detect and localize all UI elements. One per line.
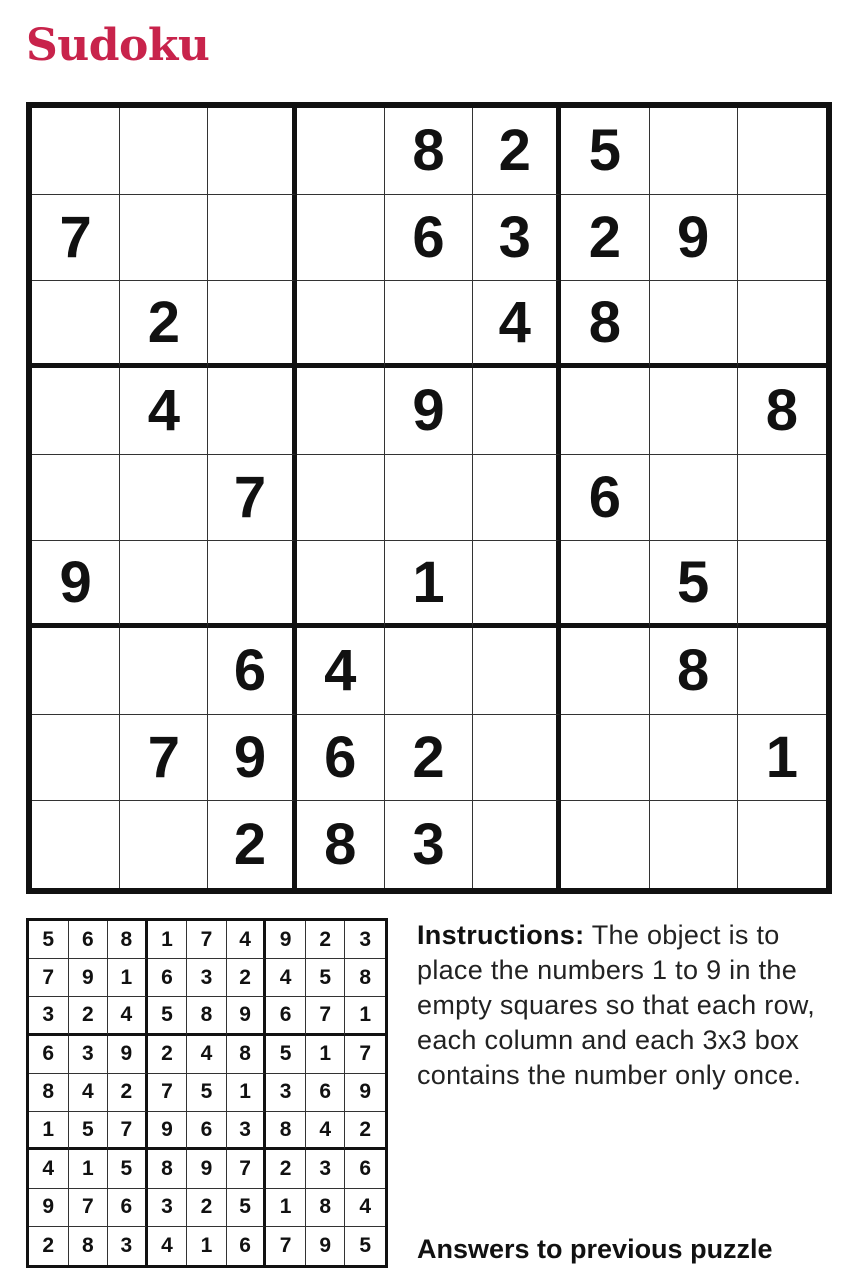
puzzle-cell[interactable] bbox=[120, 541, 208, 628]
solution-cell: 9 bbox=[29, 1189, 69, 1227]
puzzle-cell[interactable] bbox=[385, 628, 473, 715]
solution-cell: 8 bbox=[345, 959, 385, 997]
solution-cell: 2 bbox=[227, 959, 267, 997]
solution-cell: 9 bbox=[148, 1112, 188, 1150]
solution-cell: 3 bbox=[266, 1074, 306, 1112]
solution-cell: 9 bbox=[345, 1074, 385, 1112]
solution-cell: 8 bbox=[187, 997, 227, 1035]
puzzle-cell[interactable] bbox=[738, 628, 826, 715]
puzzle-cell[interactable] bbox=[561, 368, 649, 455]
solution-cell: 3 bbox=[108, 1227, 148, 1265]
puzzle-cell: 9 bbox=[208, 715, 296, 802]
solution-cell: 8 bbox=[29, 1074, 69, 1112]
puzzle-cell[interactable] bbox=[32, 715, 120, 802]
instructions-label: Instructions: bbox=[417, 920, 585, 950]
puzzle-cell[interactable] bbox=[473, 455, 561, 542]
solution-cell: 7 bbox=[108, 1112, 148, 1150]
solution-cell: 5 bbox=[227, 1189, 267, 1227]
solution-cell: 2 bbox=[187, 1189, 227, 1227]
puzzle-cell[interactable] bbox=[120, 108, 208, 195]
solution-cell: 3 bbox=[187, 959, 227, 997]
puzzle-cell[interactable] bbox=[297, 541, 385, 628]
puzzle-cell: 1 bbox=[385, 541, 473, 628]
puzzle-cell: 7 bbox=[32, 195, 120, 282]
solution-cell: 8 bbox=[148, 1150, 188, 1188]
puzzle-cell[interactable] bbox=[385, 455, 473, 542]
solution-cell: 6 bbox=[345, 1150, 385, 1188]
puzzle-cell[interactable] bbox=[120, 801, 208, 888]
solution-cell: 1 bbox=[306, 1036, 346, 1074]
solution-cell: 4 bbox=[345, 1189, 385, 1227]
puzzle-cell: 2 bbox=[473, 108, 561, 195]
solution-cell: 7 bbox=[148, 1074, 188, 1112]
puzzle-cell[interactable] bbox=[120, 195, 208, 282]
solution-cell: 3 bbox=[148, 1189, 188, 1227]
puzzle-cell[interactable] bbox=[738, 108, 826, 195]
solution-cell: 6 bbox=[227, 1227, 267, 1265]
solution-cell: 8 bbox=[108, 921, 148, 959]
solution-cell: 2 bbox=[266, 1150, 306, 1188]
solution-cell: 6 bbox=[29, 1036, 69, 1074]
solution-cell: 7 bbox=[345, 1036, 385, 1074]
puzzle-cell: 3 bbox=[385, 801, 473, 888]
puzzle-cell: 4 bbox=[120, 368, 208, 455]
puzzle-cell[interactable] bbox=[650, 108, 738, 195]
solution-cell: 1 bbox=[148, 921, 188, 959]
puzzle-cell: 1 bbox=[738, 715, 826, 802]
solution-cell: 1 bbox=[69, 1150, 109, 1188]
solution-cell: 5 bbox=[148, 997, 188, 1035]
puzzle-cell[interactable] bbox=[297, 455, 385, 542]
puzzle-cell[interactable] bbox=[208, 195, 296, 282]
solution-cell: 7 bbox=[266, 1227, 306, 1265]
puzzle-cell: 7 bbox=[120, 715, 208, 802]
puzzle-cell[interactable] bbox=[650, 801, 738, 888]
solution-cell: 3 bbox=[29, 997, 69, 1035]
puzzle-cell: 6 bbox=[208, 628, 296, 715]
instructions-text: The object is to place the numbers 1 to 9 in the empty squares so that each row, each column and each 3x3 box contains the number only once. bbox=[417, 920, 816, 1090]
puzzle-cell: 8 bbox=[650, 628, 738, 715]
puzzle-cell: 7 bbox=[208, 455, 296, 542]
solution-cell: 7 bbox=[69, 1189, 109, 1227]
solution-cell: 3 bbox=[69, 1036, 109, 1074]
puzzle-cell: 2 bbox=[561, 195, 649, 282]
solution-cell: 1 bbox=[108, 959, 148, 997]
solution-cell: 4 bbox=[69, 1074, 109, 1112]
puzzle-cell: 2 bbox=[385, 715, 473, 802]
puzzle-cell[interactable] bbox=[473, 801, 561, 888]
solution-cell: 3 bbox=[227, 1112, 267, 1150]
solution-cell: 8 bbox=[306, 1189, 346, 1227]
puzzle-cell: 3 bbox=[473, 195, 561, 282]
solution-cell: 5 bbox=[306, 959, 346, 997]
puzzle-cell: 5 bbox=[561, 108, 649, 195]
solution-cell: 1 bbox=[345, 997, 385, 1035]
puzzle-cell[interactable] bbox=[473, 628, 561, 715]
solution-cell: 6 bbox=[187, 1112, 227, 1150]
solution-cell: 9 bbox=[187, 1150, 227, 1188]
solution-cell: 4 bbox=[187, 1036, 227, 1074]
solution-cell: 5 bbox=[359, 1233, 372, 1257]
solution-cell: 7 bbox=[306, 997, 346, 1035]
solution-cell: 5 bbox=[266, 1036, 306, 1074]
solution-cell: 6 bbox=[148, 959, 188, 997]
answers-caption: Answers to previous puzzle bbox=[417, 1234, 773, 1264]
puzzle-cell[interactable] bbox=[297, 195, 385, 282]
puzzle-cell[interactable] bbox=[561, 628, 649, 715]
solution-cell: 7 bbox=[29, 959, 69, 997]
puzzle-cell: 2 bbox=[208, 801, 296, 888]
solution-cell: 6 bbox=[69, 921, 109, 959]
solution-cell: 6 bbox=[266, 997, 306, 1035]
solution-cell: 9 bbox=[266, 921, 306, 959]
solution-cell: 4 bbox=[266, 959, 306, 997]
puzzle-cell: 6 bbox=[561, 455, 649, 542]
puzzle-cell[interactable] bbox=[650, 455, 738, 542]
solution-cell: 5 bbox=[29, 921, 69, 959]
solution-cell: 4 bbox=[306, 1112, 346, 1150]
puzzle-cell: 8 bbox=[561, 281, 649, 368]
puzzle-cell: 2 bbox=[120, 281, 208, 368]
puzzle-cell[interactable] bbox=[473, 541, 561, 628]
solution-cell: 1 bbox=[227, 1074, 267, 1112]
puzzle-cell[interactable] bbox=[738, 541, 826, 628]
puzzle-cell[interactable] bbox=[650, 368, 738, 455]
puzzle-cell[interactable] bbox=[120, 455, 208, 542]
puzzle-cell[interactable] bbox=[650, 281, 738, 368]
puzzle-cell[interactable] bbox=[738, 281, 826, 368]
puzzle-cell: 4 bbox=[297, 628, 385, 715]
puzzle-cell[interactable] bbox=[297, 368, 385, 455]
solution-cell: 7 bbox=[187, 921, 227, 959]
solution-cell: 9 bbox=[306, 1227, 346, 1265]
solution-cell: 2 bbox=[29, 1227, 69, 1265]
puzzle-cell[interactable] bbox=[32, 801, 120, 888]
solution-cell: 3 bbox=[306, 1150, 346, 1188]
puzzle-cell: 8 bbox=[385, 108, 473, 195]
solution-cell: 6 bbox=[306, 1074, 346, 1112]
previous-solution-grid bbox=[26, 918, 388, 1268]
puzzle-cell[interactable] bbox=[32, 108, 120, 195]
puzzle-cell[interactable] bbox=[473, 368, 561, 455]
solution-cell: 2 bbox=[306, 921, 346, 959]
solution-cell: 9 bbox=[69, 959, 109, 997]
puzzle-cell[interactable] bbox=[32, 455, 120, 542]
solution-cell: 8 bbox=[69, 1227, 109, 1265]
puzzle-cell[interactable] bbox=[738, 195, 826, 282]
solution-cell: 2 bbox=[108, 1074, 148, 1112]
solution-cell: 6 bbox=[108, 1189, 148, 1227]
puzzle-cell[interactable] bbox=[208, 108, 296, 195]
puzzle-cell[interactable] bbox=[561, 715, 649, 802]
sudoku-puzzle-grid bbox=[26, 102, 832, 894]
puzzle-cell: 4 bbox=[473, 281, 561, 368]
solution-cell: 4 bbox=[227, 921, 267, 959]
solution-cell: 2 bbox=[69, 997, 109, 1035]
puzzle-cell[interactable] bbox=[297, 108, 385, 195]
solution-cell: 2 bbox=[148, 1036, 188, 1074]
puzzle-cell: 9 bbox=[32, 541, 120, 628]
solution-cell: 1 bbox=[187, 1227, 227, 1265]
puzzle-cell[interactable] bbox=[32, 368, 120, 455]
puzzle-cell: 6 bbox=[297, 715, 385, 802]
solution-cell: 4 bbox=[148, 1227, 188, 1265]
solution-cell: 3 bbox=[345, 921, 385, 959]
puzzle-cell[interactable] bbox=[650, 715, 738, 802]
solution-cell: 5 bbox=[187, 1074, 227, 1112]
puzzle-cell[interactable] bbox=[738, 455, 826, 542]
solution-cell: 9 bbox=[108, 1036, 148, 1074]
puzzle-cell[interactable] bbox=[208, 368, 296, 455]
puzzle-cell: 8 bbox=[297, 801, 385, 888]
puzzle-cell[interactable] bbox=[208, 281, 296, 368]
solution-cell: 5 bbox=[108, 1150, 148, 1188]
puzzle-cell[interactable] bbox=[120, 628, 208, 715]
puzzle-cell: 6 bbox=[385, 195, 473, 282]
puzzle-cell: 5 bbox=[650, 541, 738, 628]
puzzle-cell: 9 bbox=[650, 195, 738, 282]
solution-cell: 4 bbox=[29, 1150, 69, 1188]
puzzle-cell: 8 bbox=[738, 368, 826, 455]
puzzle-cell[interactable] bbox=[32, 628, 120, 715]
solution-cell: 7 bbox=[227, 1150, 267, 1188]
solution-cell: 5 bbox=[69, 1112, 109, 1150]
solution-cell: 8 bbox=[266, 1112, 306, 1150]
solution-cell: 4 bbox=[108, 997, 148, 1035]
puzzle-cell: 9 bbox=[385, 368, 473, 455]
puzzle-cell[interactable] bbox=[561, 541, 649, 628]
solution-cell: 8 bbox=[227, 1036, 267, 1074]
puzzle-cell[interactable] bbox=[561, 801, 649, 888]
puzzle-cell[interactable] bbox=[297, 281, 385, 368]
puzzle-cell[interactable] bbox=[385, 281, 473, 368]
page-title: Sudoku bbox=[26, 20, 210, 71]
puzzle-cell[interactable] bbox=[738, 801, 826, 888]
solution-cell: 9 bbox=[227, 997, 267, 1035]
solution-cell: 1 bbox=[29, 1112, 69, 1150]
solution-cell: 1 bbox=[266, 1189, 306, 1227]
puzzle-cell[interactable] bbox=[473, 715, 561, 802]
puzzle-cell[interactable] bbox=[208, 541, 296, 628]
puzzle-cell[interactable] bbox=[32, 281, 120, 368]
instructions bbox=[417, 918, 827, 1093]
solution-cell: 2 bbox=[345, 1112, 385, 1150]
